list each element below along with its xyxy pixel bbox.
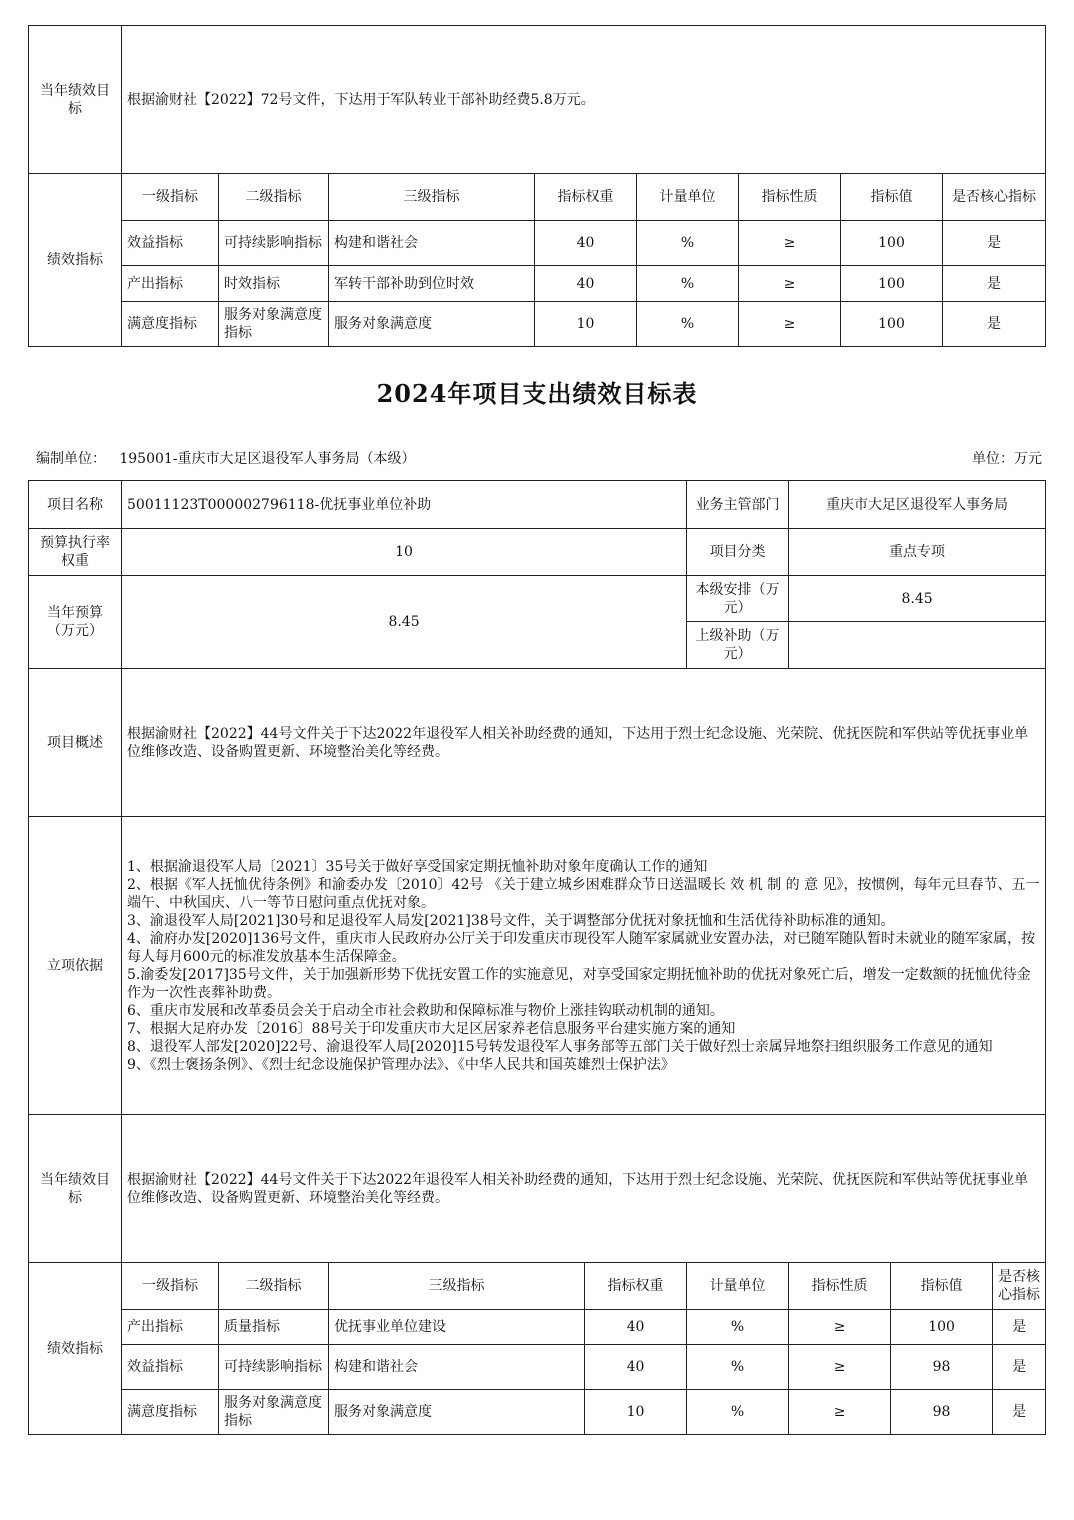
top-performance-table	[28, 25, 1046, 347]
cell-weight: 40	[535, 221, 637, 266]
header-core: 是否核心指标	[943, 174, 1046, 221]
cell-level3: 优抚事业单位建设	[329, 1310, 585, 1345]
dept-label: 业务主管部门	[687, 481, 789, 529]
upper-value	[789, 622, 1046, 669]
table-row	[29, 221, 1046, 266]
cell-weight: 10	[585, 1390, 687, 1435]
cell-level2: 服务对象满意度指标	[219, 1390, 329, 1435]
cell-nature: ≥	[789, 1390, 891, 1435]
cell-weight: 10	[535, 302, 637, 347]
name-value: 50011123T000002796118-优抚事业单位补助	[122, 481, 687, 529]
cell-unit: %	[637, 266, 739, 302]
cell-value: 100	[841, 302, 943, 347]
header-weight: 指标权重	[585, 1263, 687, 1310]
indicators-label: 绩效指标	[29, 174, 122, 347]
cell-level1: 产出指标	[122, 266, 219, 302]
cell-level1: 效益指标	[122, 221, 219, 266]
header-level3: 三级指标	[329, 1263, 585, 1310]
page-title: 2024年项目支出绩效目标表	[376, 379, 698, 408]
cell-level3: 服务对象满意度	[329, 302, 535, 347]
header-weight: 指标权重	[535, 174, 637, 221]
org-info	[36, 448, 416, 468]
cell-level3: 服务对象满意度	[329, 1390, 585, 1435]
local-label: 本级安排（万元）	[687, 576, 789, 622]
dept-value: 重庆市大足区退役军人事务局	[789, 481, 1046, 529]
cell-nature: ≥	[739, 302, 841, 347]
cell-weight: 40	[585, 1345, 687, 1390]
table-row	[29, 266, 1046, 302]
cell-level3: 军转干部补助到位时效	[329, 266, 535, 302]
cell-core: 是	[943, 302, 1046, 347]
header-value: 指标值	[891, 1263, 993, 1310]
basis-item: 4、渝府办发[2020]136号文件，重庆市人民政府办公厅关于印发重庆市现役军人随军家属就业安置办法，对已随军随队暂时未就业的随军家属，按每人每月600元的标准发放基本生活保障金。	[127, 930, 1036, 965]
indicators-label: 绩效指标	[29, 1263, 122, 1435]
basis-item: 9、《烈士褒扬条例》、《烈士纪念设施保护管理办法》、《中华人民共和国英雄烈士保护法》	[127, 1056, 675, 1073]
category-label: 项目分类	[687, 529, 789, 576]
name-label: 项目名称	[29, 481, 122, 529]
cell-nature: ≥	[739, 266, 841, 302]
cell-level2: 服务对象满意度指标	[219, 302, 329, 347]
cell-core: 是	[993, 1345, 1046, 1390]
cell-level3: 构建和谐社会	[329, 221, 535, 266]
basis-item: 6、重庆市发展和改革委员会关于启动全市社会救助和保障标准与物价上涨挂钩联动机制的通知。	[127, 1002, 724, 1019]
cell-core: 是	[993, 1310, 1046, 1345]
cell-level2: 质量指标	[219, 1310, 329, 1345]
cell-nature: ≥	[789, 1345, 891, 1390]
header-level1: 一级指标	[122, 1263, 219, 1310]
cell-value: 100	[891, 1310, 993, 1345]
header-level2: 二级指标	[219, 174, 329, 221]
goal-label: 当年绩效目标	[29, 1115, 122, 1263]
cell-level1: 产出指标	[122, 1310, 219, 1345]
cell-level2: 可持续影响指标	[219, 1345, 329, 1390]
basis-item: 2、根据《军人抚恤优待条例》和渝委办发〔2010〕42号 《关于建立城乡困难群众节日送温暖长 效 机 制 的 意 见》，按惯例，每年元旦春节、五一端午、中秋国庆、八一等节日慰问重点优抚对象。	[127, 876, 1040, 911]
weight-value: 10	[122, 529, 687, 576]
table-row	[29, 1345, 1046, 1390]
cell-value: 100	[841, 221, 943, 266]
cell-level2: 时效指标	[219, 266, 329, 302]
cell-core: 是	[943, 266, 1046, 302]
header-unit: 计量单位	[637, 174, 739, 221]
header-value: 指标值	[841, 174, 943, 221]
weight-label: 预算执行率权重	[29, 529, 122, 576]
header-nature: 指标性质	[739, 174, 841, 221]
header-core: 是否核心指标	[993, 1263, 1046, 1310]
cell-nature: ≥	[739, 221, 841, 266]
cell-unit: %	[637, 221, 739, 266]
cell-weight: 40	[585, 1310, 687, 1345]
table-row	[29, 302, 1046, 347]
header-unit: 计量单位	[687, 1263, 789, 1310]
category-value: 重点专项	[789, 529, 1046, 576]
table-row	[29, 1310, 1046, 1345]
local-value: 8.45	[789, 576, 1046, 622]
budget-value: 8.45	[122, 576, 687, 669]
header-level3: 三级指标	[329, 174, 535, 221]
cell-core: 是	[943, 221, 1046, 266]
project-table	[28, 480, 1046, 1435]
goal-label: 当年绩效目标	[29, 26, 122, 174]
cell-value: 98	[891, 1390, 993, 1435]
basis-item: 8、退役军人部发[2020]22号、渝退役军人局[2020]15号转发退役军人事务部等五部门关于做好烈士亲属异地祭扫组织服务工作意见的通知	[127, 1038, 993, 1055]
cell-nature: ≥	[789, 1310, 891, 1345]
cell-level1: 满意度指标	[122, 302, 219, 347]
cell-weight: 40	[535, 266, 637, 302]
currency-unit: 单位：万元	[972, 451, 1042, 467]
header-level1: 一级指标	[122, 174, 219, 221]
cell-level1: 满意度指标	[122, 1390, 219, 1435]
basis-item: 1、根据渝退役军人局〔2021〕35号关于做好享受国家定期抚恤补助对象年度确认工作的通知	[127, 858, 708, 875]
summary-text: 根据渝财社【2022】44号文件关于下达2022年退役军人相关补助经费的通知，下达用于烈士纪念设施、光荣院、优抚医院和军供站等优抚事业单位维修改造、设备购置更新、环境整治美化等经费。	[122, 669, 1046, 817]
basis-item: 5.渝委发[2017]35号文件，关于加强新形势下优抚安置工作的实施意见，对享受国家定期抚恤补助的优抚对象死亡后，增发一定数额的抚恤优待金作为一次性丧葬补助费。	[127, 966, 1031, 1001]
cell-level1: 效益指标	[122, 1345, 219, 1390]
basis-list	[122, 817, 1046, 1115]
cell-unit: %	[687, 1310, 789, 1345]
goal-text: 根据渝财社【2022】44号文件关于下达2022年退役军人相关补助经费的通知，下达用于烈士纪念设施、光荣院、优抚医院和军供站等优抚事业单位维修改造、设备购置更新、环境整治美化等经费。	[122, 1115, 1046, 1263]
org-label: 编制单位：	[36, 451, 106, 467]
upper-label: 上级补助（万元）	[687, 622, 789, 669]
header-nature: 指标性质	[789, 1263, 891, 1310]
cell-unit: %	[687, 1345, 789, 1390]
cell-level2: 可持续影响指标	[219, 221, 329, 266]
header-level2: 二级指标	[219, 1263, 329, 1310]
summary-label: 项目概述	[29, 669, 122, 817]
cell-level3: 构建和谐社会	[329, 1345, 585, 1390]
cell-unit: %	[687, 1390, 789, 1435]
cell-value: 100	[841, 266, 943, 302]
cell-core: 是	[993, 1390, 1046, 1435]
goal-text: 根据渝财社【2022】72号文件，下达用于军队转业干部补助经费5.8万元。	[122, 26, 1046, 174]
basis-label: 立项依据	[29, 817, 122, 1115]
cell-value: 98	[891, 1345, 993, 1390]
org-value: 195001-重庆市大足区退役军人事务局（本级）	[119, 451, 416, 467]
basis-item: 7、根据大足府办发〔2016〕88号关于印发重庆市大足区居家养老信息服务平台建实施方案的通知	[127, 1020, 736, 1037]
cell-unit: %	[637, 302, 739, 347]
budget-label: 当年预算（万元）	[29, 576, 122, 669]
basis-item: 3、渝退役军人局[2021]30号和足退役军人局发[2021]38号文件，关于调整部分优抚对象抚恤和生活优待补助标准的通知。	[127, 912, 895, 929]
table-row	[29, 1390, 1046, 1435]
